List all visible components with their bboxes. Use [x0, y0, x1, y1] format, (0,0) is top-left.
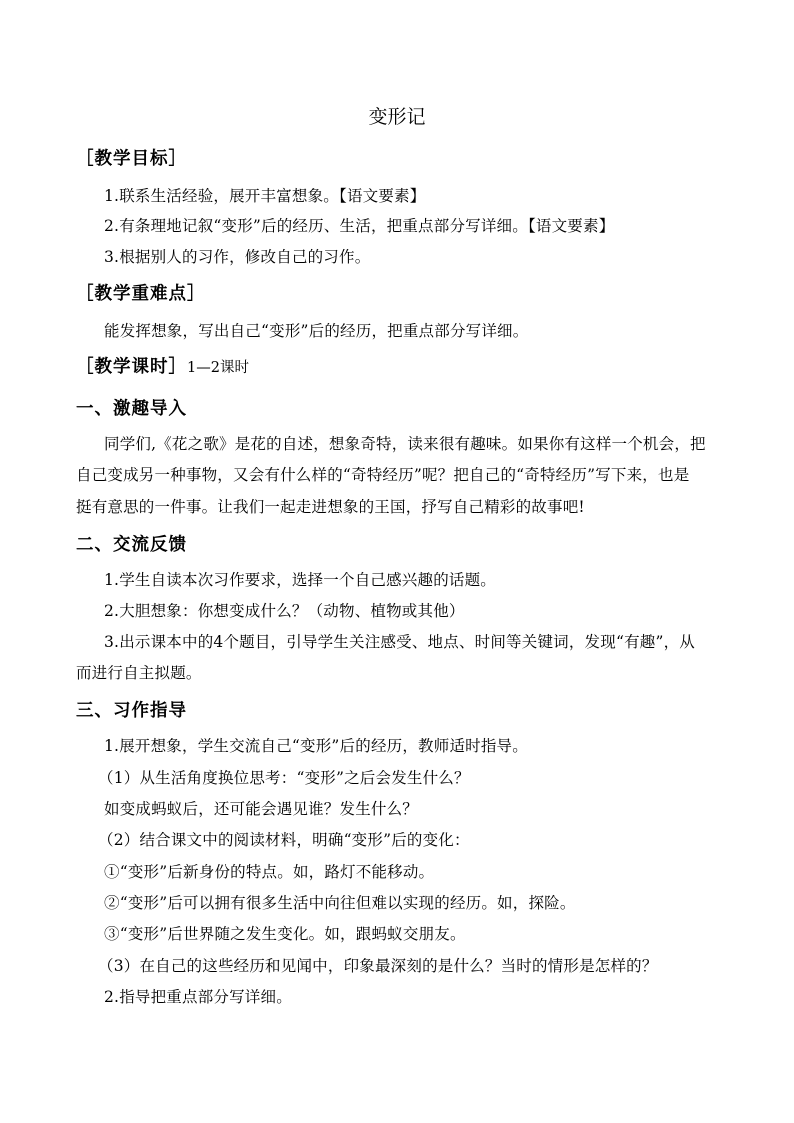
part2-line-2: 2.大胆想象：你想变成什么？（动物、植物或其他）: [104, 602, 465, 620]
part3-line-1: 1.展开想象，学生交流自己“变形”后的经历，教师适时指导。: [104, 737, 528, 755]
part3-line-9: 2.指导把重点部分写详细。: [104, 988, 292, 1006]
section-heading-goals: [76, 147, 187, 171]
goal-item-2: 2.有条理地记叙“变形”后的经历、生活，把重点部分写详细。【语文要素】: [104, 217, 615, 235]
part3-line-3: 如变成蚂蚁后，还可能会遇见谁？发生什么？: [104, 800, 419, 818]
part3-line-7: ③“变形”后世界随之发生变化。如，跟蚂蚁交朋友。: [104, 925, 466, 943]
part1-line-2: 自己变成另一种事物，又会有什么样的“奇特经历”呢？把自己的“奇特经历”写下来，也是: [76, 466, 690, 484]
part2-line-1: 1.学生自读本次习作要求，选择一个自己感兴趣的话题。: [104, 571, 496, 589]
hours-heading-label: ［教学课时］: [76, 357, 187, 377]
part2-heading: 二、交流反馈: [76, 535, 187, 555]
part1-heading: 一、激趣导入: [76, 399, 187, 419]
part3-line-5: ①“变形”后新身份的特点。如，路灯不能移动。: [104, 863, 435, 881]
document-title: 变形记: [368, 106, 426, 128]
part2-line-4: 而进行自主拟题。: [76, 664, 202, 682]
difficulties-heading-label: ［教学重难点］: [76, 284, 206, 304]
part2-line-3: 3.出示课本中的4个题目，引导学生关注感受、地点、时间等关键词，发现“有趣”，从: [104, 633, 696, 651]
section-heading-difficulties: [76, 282, 206, 306]
part3-heading: 三、习作指导: [76, 701, 187, 721]
part3-line-4: （2）结合课文中的阅读材料，明确“变形”后的变化：: [98, 831, 470, 849]
part3-line-8: （3）在自己的这些经历和见闻中，印象最深刻的是什么？当时的情形是怎样的？: [98, 957, 658, 975]
part3-line-6: ②“变形”后可以拥有很多生活中向往但难以实现的经历。如，探险。: [104, 894, 576, 912]
part3-line-2: （1）从生活角度换位思考：“变形”之后会发生什么？: [98, 769, 470, 787]
section-heading-hours: [76, 355, 249, 380]
goals-heading-label: ［教学目标］: [76, 149, 187, 169]
part1-line-1: 同学们,《花之歌》是花的自述，想象奇特，读来很有趣味。如果你有这样一个机会，把: [104, 435, 706, 453]
hours-value: 1—2课时: [187, 360, 249, 376]
difficulties-text: 能发挥想象，写出自己“变形”后的经历，把重点部分写详细。: [104, 322, 529, 340]
part1-line-3: 挺有意思的一件事。让我们一起走进想象的王国，抒写自己精彩的故事吧!: [76, 498, 585, 516]
goal-item-1: 1.联系生活经验，展开丰富想象。【语文要素】: [104, 187, 426, 205]
goal-item-3: 3.根据别人的习作，修改自己的习作。: [104, 248, 371, 266]
